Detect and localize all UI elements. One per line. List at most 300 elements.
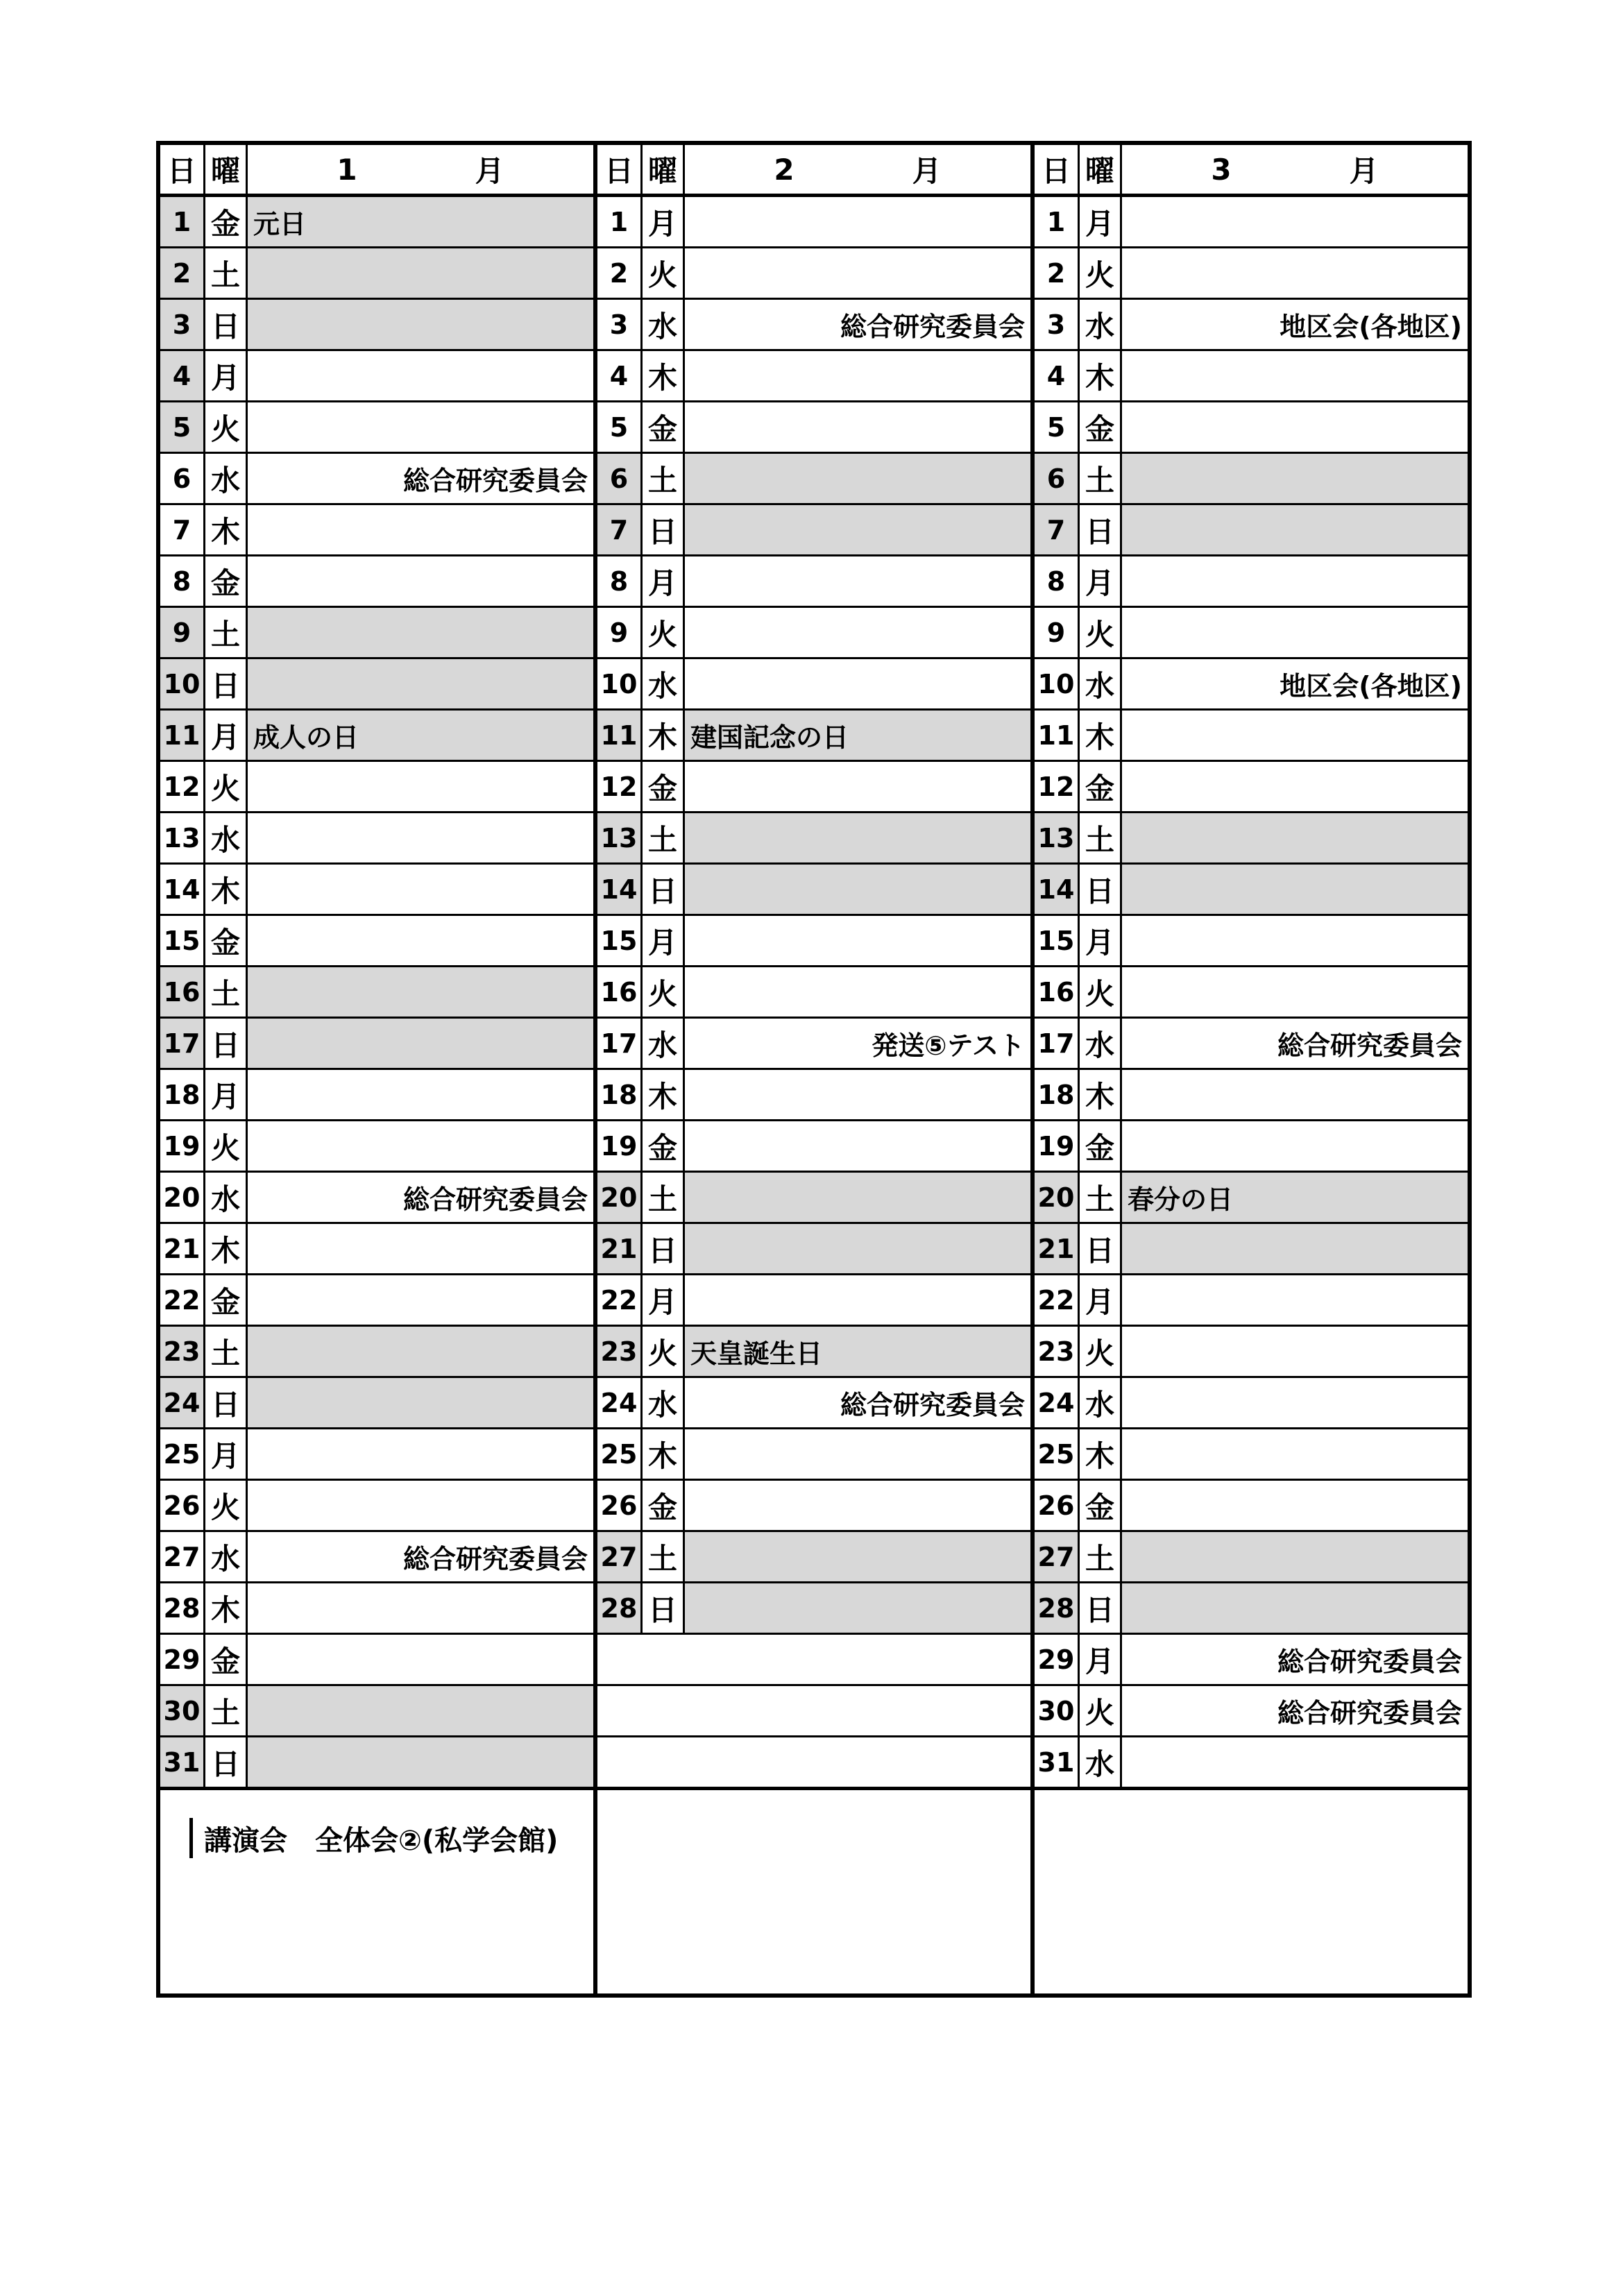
- event-cell-empty: [248, 1121, 593, 1171]
- event-cell-empty: [248, 248, 593, 298]
- calendar-day-row: [1035, 1635, 1468, 1686]
- calendar-day-row: [597, 1070, 1030, 1121]
- calendar-day-row: [597, 454, 1030, 505]
- event-cell-empty: [685, 865, 1030, 914]
- event-cell-empty: [1122, 762, 1468, 811]
- weekday-cell: 木: [643, 351, 685, 400]
- day-number-cell: 3: [160, 300, 205, 349]
- event-cell: 地区会(各地区): [1280, 312, 1462, 342]
- weekday-cell: 金: [205, 1635, 248, 1684]
- calendar-day-row: [597, 300, 1030, 351]
- calendar-day-row: [160, 967, 593, 1019]
- calendar-day-row: [160, 248, 593, 300]
- weekday-cell: 金: [1080, 762, 1122, 811]
- weekday-cell: 水: [205, 454, 248, 503]
- day-number-cell: 9: [1035, 608, 1080, 657]
- day-number-cell: 27: [1035, 1532, 1080, 1581]
- day-number-cell: 4: [597, 351, 643, 400]
- calendar-day-row: [597, 1327, 1030, 1378]
- weekday-cell: 火: [1080, 1327, 1122, 1376]
- day-number-cell: 14: [1035, 865, 1080, 914]
- day-number-cell: 10: [597, 659, 643, 708]
- calendar-day-row: [160, 1686, 593, 1737]
- day-number-cell: 1: [597, 197, 643, 246]
- weekday-cell: 木: [205, 1224, 248, 1273]
- month-column-2: [593, 145, 1030, 1993]
- event-cell: 総合研究委員会: [1277, 1698, 1462, 1728]
- day-number-cell: 16: [597, 967, 643, 1017]
- calendar-day-row: [160, 711, 593, 762]
- weekday-cell: 土: [1080, 1532, 1122, 1581]
- calendar-day-row: [1035, 1429, 1468, 1481]
- event-cell-empty: [1122, 454, 1468, 503]
- month-suffix-label: 月: [1349, 154, 1379, 188]
- event-cell-empty: [248, 608, 593, 657]
- day-number-cell: 2: [1035, 248, 1080, 298]
- calendar-day-row: [1035, 1737, 1468, 1790]
- weekday-cell: 土: [205, 608, 248, 657]
- calendar-day-row: [160, 1327, 593, 1378]
- event-cell-empty: [1122, 1583, 1468, 1633]
- month-column-3: [1030, 145, 1468, 1993]
- calendar-day-row: [1035, 248, 1468, 300]
- event-cell-empty: [1122, 711, 1468, 760]
- weekday-cell: 日: [205, 659, 248, 708]
- day-number-cell: 14: [597, 865, 643, 914]
- weekday-cell: 火: [1080, 1686, 1122, 1735]
- weekday-cell: 金: [205, 556, 248, 606]
- day-number-cell: 18: [160, 1070, 205, 1119]
- weekday-cell: 金: [643, 1481, 685, 1530]
- event-cell-empty: [248, 556, 593, 606]
- event-cell-empty: [248, 1327, 593, 1376]
- day-number-cell: 11: [597, 711, 643, 760]
- day-number-cell: 29: [1035, 1635, 1080, 1684]
- weekday-cell: 土: [643, 1173, 685, 1222]
- event-cell-empty: [1122, 865, 1468, 914]
- day-number-cell: 25: [160, 1429, 205, 1479]
- calendar-day-row: [597, 556, 1030, 608]
- day-number-cell: 14: [160, 865, 205, 914]
- event-cell-empty: [1122, 1429, 1468, 1479]
- month-footer-section: [1035, 1790, 1468, 1993]
- weekday-cell: 金: [643, 762, 685, 811]
- day-number-cell: 19: [160, 1121, 205, 1171]
- day-number-cell: 20: [160, 1173, 205, 1222]
- event-cell-empty: [685, 1121, 1030, 1171]
- weekday-cell: 火: [205, 1481, 248, 1530]
- weekday-cell: 日: [643, 1583, 685, 1633]
- day-column-header: 日: [597, 145, 643, 194]
- event-cell-empty: [248, 1686, 593, 1735]
- note-marker-line: [189, 1818, 193, 1858]
- weekday-cell: 日: [205, 300, 248, 349]
- day-number-cell: 5: [160, 402, 205, 452]
- day-number-cell: 13: [597, 813, 643, 862]
- day-number-cell: 26: [1035, 1481, 1080, 1530]
- event-cell: 総合研究委員会: [1277, 1647, 1462, 1677]
- weekday-cell: 土: [643, 813, 685, 862]
- weekday-cell: 月: [1080, 1635, 1122, 1684]
- day-number-cell: 28: [160, 1583, 205, 1633]
- event-cell-empty: [1122, 1532, 1468, 1581]
- event-cell-empty: [685, 608, 1030, 657]
- calendar-day-row: [1035, 762, 1468, 813]
- day-number-cell: 31: [1035, 1737, 1080, 1787]
- blank-filler-row: [597, 1686, 1030, 1737]
- weekday-cell: 水: [643, 300, 685, 349]
- event-cell-empty: [685, 1224, 1030, 1273]
- event-cell-empty: [248, 813, 593, 862]
- weekday-cell: 水: [1080, 300, 1122, 349]
- day-number-cell: 20: [1035, 1173, 1080, 1222]
- calendar-day-row: [160, 402, 593, 454]
- calendar-day-row: [597, 1019, 1030, 1070]
- calendar-day-row: [160, 1481, 593, 1532]
- calendar-day-row: [1035, 1686, 1468, 1737]
- calendar-day-row: [1035, 454, 1468, 505]
- day-number-cell: 23: [597, 1327, 643, 1376]
- weekday-cell: 火: [643, 1327, 685, 1376]
- calendar-day-row: [597, 659, 1030, 711]
- day-number-cell: 2: [597, 248, 643, 298]
- weekday-cell: 月: [643, 1275, 685, 1325]
- calendar-day-row: [597, 1173, 1030, 1224]
- day-number-cell: 28: [597, 1583, 643, 1633]
- day-column-header: 日: [1035, 145, 1080, 194]
- calendar-day-row: [597, 351, 1030, 402]
- event-cell-empty: [248, 1378, 593, 1427]
- event-cell-empty: [685, 916, 1030, 965]
- calendar-day-row: [597, 967, 1030, 1019]
- day-number-cell: 24: [160, 1378, 205, 1427]
- event-cell-empty: [685, 248, 1030, 298]
- calendar-day-row: [1035, 1583, 1468, 1635]
- event-cell: 総合研究委員会: [1277, 1030, 1462, 1061]
- day-number-cell: 10: [1035, 659, 1080, 708]
- weekday-cell: 月: [643, 197, 685, 246]
- event-cell: 総合研究委員会: [402, 1544, 588, 1574]
- event-cell-empty: [248, 351, 593, 400]
- calendar-day-row: [160, 1224, 593, 1275]
- weekday-cell: 火: [205, 1121, 248, 1171]
- weekday-cell: 金: [1080, 1121, 1122, 1171]
- event-cell-empty: [248, 402, 593, 452]
- weekday-cell: 木: [1080, 711, 1122, 760]
- day-number-cell: 2: [160, 248, 205, 298]
- event-cell-empty: [248, 1429, 593, 1479]
- blank-filler-row: [597, 1635, 1030, 1686]
- event-cell-empty: [685, 556, 1030, 606]
- weekday-cell: 土: [643, 454, 685, 503]
- calendar-day-row: [597, 1378, 1030, 1429]
- event-cell-empty: [685, 1481, 1030, 1530]
- day-number-cell: 22: [597, 1275, 643, 1325]
- calendar-day-row: [160, 1173, 593, 1224]
- calendar-day-row: [160, 454, 593, 505]
- day-number-cell: 21: [597, 1224, 643, 1273]
- event-cell: 総合研究委員会: [402, 1184, 588, 1215]
- calendar-day-row: [1035, 1019, 1468, 1070]
- weekday-cell: 月: [205, 1429, 248, 1479]
- calendar-day-row: [597, 197, 1030, 248]
- day-number-cell: 23: [1035, 1327, 1080, 1376]
- calendar-day-row: [1035, 916, 1468, 967]
- event-cell: 成人の日: [248, 711, 593, 760]
- weekday-cell: 日: [643, 1224, 685, 1273]
- day-number-cell: 27: [597, 1532, 643, 1581]
- footer-note-text: 講演会 全体会②(私学会館): [204, 1824, 559, 1857]
- weekday-cell: 日: [205, 1019, 248, 1068]
- weekday-cell: 金: [643, 1121, 685, 1171]
- weekday-column-header: 曜: [205, 145, 248, 194]
- weekday-cell: 土: [205, 967, 248, 1017]
- weekday-cell: 日: [1080, 865, 1122, 914]
- calendar-day-row: [160, 1635, 593, 1686]
- event-cell: 建国記念の日: [685, 711, 1030, 760]
- calendar-day-row: [160, 1019, 593, 1070]
- weekday-cell: 月: [205, 351, 248, 400]
- day-number-cell: 16: [160, 967, 205, 1017]
- event-cell-empty: [248, 1737, 593, 1787]
- event-cell-empty: [685, 1070, 1030, 1119]
- weekday-cell: 土: [1080, 454, 1122, 503]
- weekday-cell: 水: [205, 1173, 248, 1222]
- day-number-cell: 19: [597, 1121, 643, 1171]
- event-cell-empty: [248, 916, 593, 965]
- calendar-day-row: [597, 248, 1030, 300]
- calendar-day-row: [160, 916, 593, 967]
- event-cell: 総合研究委員会: [840, 1390, 1025, 1420]
- calendar-day-row: [597, 865, 1030, 916]
- day-number-cell: 9: [597, 608, 643, 657]
- day-number-cell: 12: [1035, 762, 1080, 811]
- month-title: [685, 145, 1030, 194]
- calendar-day-row: [1035, 402, 1468, 454]
- calendar-day-row: [160, 1532, 593, 1583]
- calendar-day-row: [1035, 1224, 1468, 1275]
- day-number-cell: 15: [1035, 916, 1080, 965]
- calendar-day-row: [597, 1224, 1030, 1275]
- event-cell-empty: [1122, 813, 1468, 862]
- weekday-cell: 水: [1080, 1737, 1122, 1787]
- calendar-day-row: [1035, 300, 1468, 351]
- day-number-cell: 1: [160, 197, 205, 246]
- weekday-cell: 木: [1080, 1070, 1122, 1119]
- weekday-cell: 水: [1080, 1019, 1122, 1068]
- event-cell-empty: [1122, 197, 1468, 246]
- day-number-cell: 6: [597, 454, 643, 503]
- month-title: [248, 145, 593, 194]
- calendar-day-row: [1035, 1481, 1468, 1532]
- calendar-day-row: [160, 1583, 593, 1635]
- month-number-label: 2: [774, 152, 794, 187]
- event-cell-empty: [1122, 402, 1468, 452]
- calendar-day-row: [1035, 659, 1468, 711]
- month-number-label: 1: [337, 152, 357, 187]
- event-cell-empty: [685, 505, 1030, 554]
- weekday-cell: 火: [205, 762, 248, 811]
- day-number-cell: 17: [160, 1019, 205, 1068]
- event-cell: 総合研究委員会: [840, 312, 1025, 342]
- day-number-cell: 26: [160, 1481, 205, 1530]
- calendar-day-row: [160, 300, 593, 351]
- day-number-cell: 18: [1035, 1070, 1080, 1119]
- weekday-cell: 火: [643, 248, 685, 298]
- month-header-row: [597, 145, 1030, 197]
- footer-note: [189, 1818, 558, 1858]
- event-cell-empty: [1122, 248, 1468, 298]
- day-number-cell: 28: [1035, 1583, 1080, 1633]
- weekday-cell: 土: [1080, 813, 1122, 862]
- event-cell-empty: [248, 762, 593, 811]
- calendar-day-row: [1035, 711, 1468, 762]
- calendar-day-row: [160, 762, 593, 813]
- weekday-cell: 水: [1080, 1378, 1122, 1427]
- day-number-cell: 23: [160, 1327, 205, 1376]
- calendar-day-row: [597, 608, 1030, 659]
- day-number-cell: 13: [1035, 813, 1080, 862]
- event-cell-empty: [1122, 505, 1468, 554]
- calendar-day-row: [160, 813, 593, 865]
- weekday-cell: 木: [205, 505, 248, 554]
- calendar-day-row: [1035, 1275, 1468, 1327]
- day-number-cell: 4: [160, 351, 205, 400]
- day-number-cell: 3: [1035, 300, 1080, 349]
- weekday-cell: 火: [643, 967, 685, 1017]
- weekday-cell: 日: [205, 1737, 248, 1787]
- event-cell-empty: [248, 659, 593, 708]
- calendar-day-row: [1035, 1070, 1468, 1121]
- month-column-1: [160, 145, 593, 1993]
- event-cell-empty: [1122, 1737, 1468, 1787]
- event-cell-empty: [1122, 1070, 1468, 1119]
- day-number-cell: 11: [160, 711, 205, 760]
- weekday-cell: 水: [643, 1378, 685, 1427]
- event-cell-empty: [1122, 608, 1468, 657]
- calendar-day-row: [1035, 1173, 1468, 1224]
- weekday-column-header: 曜: [1080, 145, 1122, 194]
- day-number-cell: 21: [160, 1224, 205, 1273]
- calendar-day-row: [160, 608, 593, 659]
- day-number-cell: 8: [597, 556, 643, 606]
- weekday-cell: 土: [643, 1532, 685, 1581]
- day-number-cell: 30: [160, 1686, 205, 1735]
- day-number-cell: 15: [160, 916, 205, 965]
- calendar-day-row: [597, 1532, 1030, 1583]
- weekday-cell: 土: [205, 1686, 248, 1735]
- calendar-day-row: [1035, 865, 1468, 916]
- day-number-cell: 16: [1035, 967, 1080, 1017]
- calendar-day-row: [597, 711, 1030, 762]
- day-number-cell: 24: [1035, 1378, 1080, 1427]
- event-cell-empty: [685, 1429, 1030, 1479]
- weekday-cell: 火: [1080, 248, 1122, 298]
- weekday-cell: 日: [643, 505, 685, 554]
- calendar-day-row: [597, 762, 1030, 813]
- event-cell-empty: [1122, 351, 1468, 400]
- event-cell-empty: [685, 402, 1030, 452]
- weekday-cell: 日: [1080, 1224, 1122, 1273]
- event-cell-empty: [1122, 1121, 1468, 1171]
- calendar-day-row: [597, 402, 1030, 454]
- day-number-cell: 7: [1035, 505, 1080, 554]
- day-number-cell: 22: [1035, 1275, 1080, 1325]
- calendar-day-row: [1035, 967, 1468, 1019]
- weekday-cell: 木: [643, 1429, 685, 1479]
- weekday-cell: 月: [1080, 556, 1122, 606]
- quarter-calendar-table: [156, 141, 1472, 1998]
- weekday-cell: 木: [1080, 351, 1122, 400]
- day-number-cell: 18: [597, 1070, 643, 1119]
- calendar-day-row: [597, 1429, 1030, 1481]
- calendar-day-row: [1035, 1121, 1468, 1173]
- event-cell-empty: [1122, 1481, 1468, 1530]
- calendar-day-row: [160, 505, 593, 556]
- day-number-cell: 15: [597, 916, 643, 965]
- weekday-cell: 月: [205, 711, 248, 760]
- day-number-cell: 24: [597, 1378, 643, 1427]
- calendar-day-row: [160, 1737, 593, 1790]
- weekday-cell: 月: [1080, 916, 1122, 965]
- weekday-cell: 木: [1080, 1429, 1122, 1479]
- weekday-column-header: 曜: [643, 145, 685, 194]
- day-number-cell: 8: [1035, 556, 1080, 606]
- event-cell-empty: [1122, 1224, 1468, 1273]
- month-number-label: 3: [1211, 152, 1232, 187]
- calendar-day-row: [597, 813, 1030, 865]
- weekday-cell: 火: [205, 402, 248, 452]
- day-number-cell: 31: [160, 1737, 205, 1787]
- event-cell: 春分の日: [1122, 1173, 1468, 1222]
- weekday-cell: 金: [1080, 1481, 1122, 1530]
- weekday-cell: 月: [643, 556, 685, 606]
- event-cell-empty: [685, 1173, 1030, 1222]
- event-cell-empty: [685, 813, 1030, 862]
- calendar-day-row: [160, 1070, 593, 1121]
- day-number-cell: 9: [160, 608, 205, 657]
- weekday-cell: 金: [1080, 402, 1122, 452]
- event-cell-empty: [685, 197, 1030, 246]
- event-cell-empty: [685, 1532, 1030, 1581]
- day-column-header: 日: [160, 145, 205, 194]
- weekday-cell: 水: [205, 1532, 248, 1581]
- event-cell-empty: [248, 300, 593, 349]
- day-number-cell: 26: [597, 1481, 643, 1530]
- month-header-row: [1035, 145, 1468, 197]
- event-cell-empty: [1122, 556, 1468, 606]
- event-cell-empty: [685, 351, 1030, 400]
- calendar-day-row: [1035, 505, 1468, 556]
- month-title: [1122, 145, 1468, 194]
- event-cell-empty: [248, 1224, 593, 1273]
- calendar-day-row: [597, 1275, 1030, 1327]
- event-cell-empty: [685, 967, 1030, 1017]
- calendar-day-row: [1035, 556, 1468, 608]
- month-footer-section: [597, 1790, 1030, 1993]
- weekday-cell: 土: [205, 1327, 248, 1376]
- event-cell-empty: [248, 1635, 593, 1684]
- day-number-cell: 11: [1035, 711, 1080, 760]
- calendar-day-row: [160, 1378, 593, 1429]
- event-cell-empty: [248, 1275, 593, 1325]
- event-cell-empty: [1122, 1275, 1468, 1325]
- event-cell: 総合研究委員会: [402, 466, 588, 496]
- calendar-day-row: [160, 556, 593, 608]
- weekday-cell: 金: [205, 197, 248, 246]
- event-cell-empty: [1122, 1378, 1468, 1427]
- day-number-cell: 30: [1035, 1686, 1080, 1735]
